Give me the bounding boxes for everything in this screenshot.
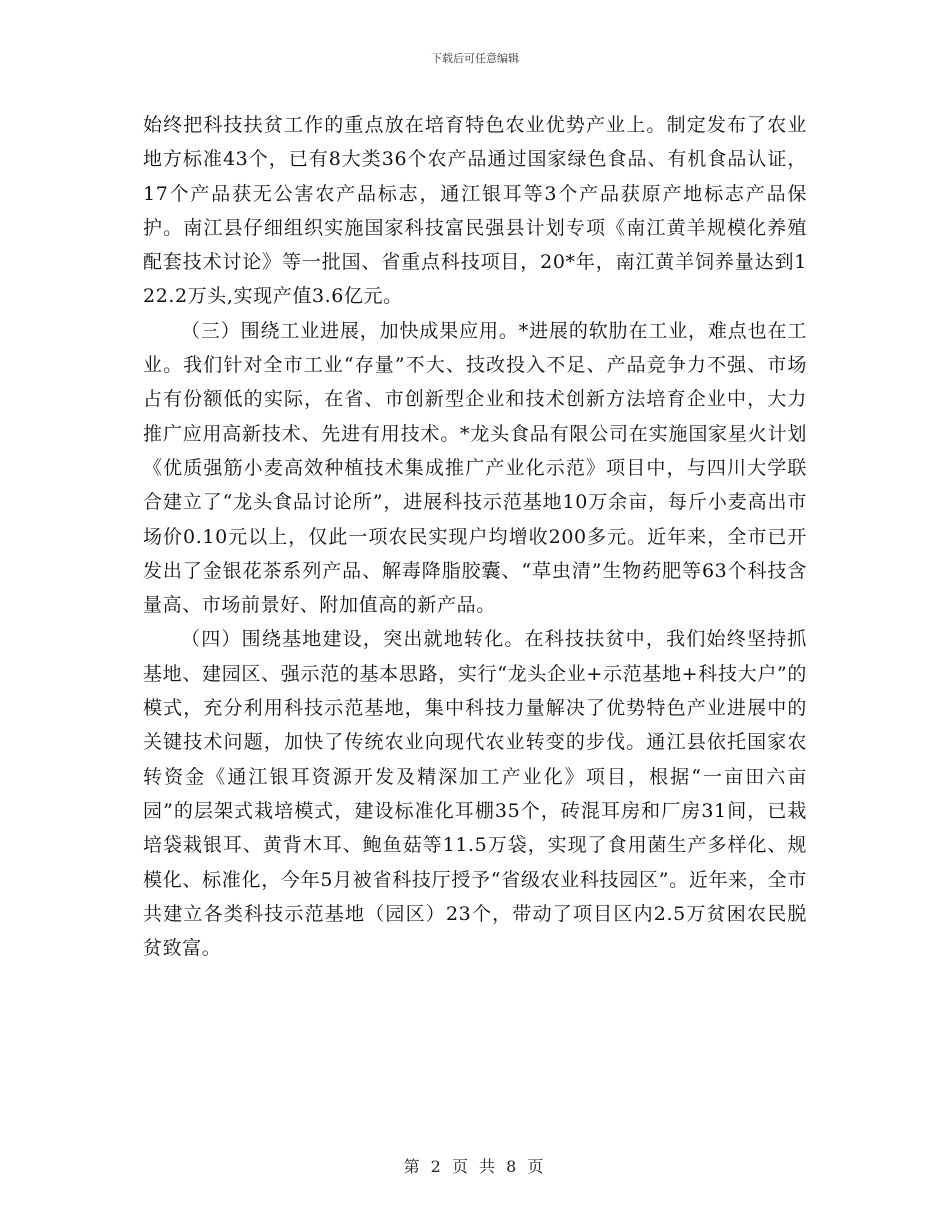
paragraph-base-construction: （四）围绕基地建设，突出就地转化。在科技扶贫中，我们始终坚持抓基地、建园区、强示范的基本思路，实行“龙头企业+示范基地+科技大户”的模式，充分利用科技示范基地，集中科技力量解决了优势特色产业进展中的关键技术问题，加快了传统农业向现代农业转变的步伐。通江县依托国家农转资金《通江银耳资源开发及精深加工产业化》项目，根据“一亩田六亩园”的层架式栽培模式，建设标准化耳棚35个，砖混耳房和厂房31间，已栽培袋栽银耳、黄背木耳、鲍鱼菇等11.5万袋，实现了食用菌生产多样化、规模化、标准化，今年5月被省科技厅授予“省级农业科技园区”。近年来，全市共建立各类科技示范基地（园区）23个，带动了项目区内2.5万贫困农民脱贫致富。 [143, 628, 807, 960]
page-header-note: 下载后可任意编辑 [431, 52, 519, 65]
page-number-footer: 第 2 页 共 8 页 [403, 1157, 547, 1176]
document-body [143, 108, 807, 965]
paragraph-industry: （三）围绕工业进展，加快成果应用。*进展的软肋在工业，难点也在工业。我们针对全市工业“存量”不大、技改投入不足、产品竞争力不强、市场占有份额低的实际，在省、市创新型企业和技术创新方法培育企业中，大力推广应用高新技术、先进有用技术。*龙头食品有限公司在实施国家星火计划《优质强筋小麦高效种植技术集成推广产业化示范》项目中，与四川大学联合建立了“龙头食品讨论所”，进展科技示范基地10万余亩，每斤小麦高出市场价0.10元以上，仅此一项农民实现户均增收200多元。近年来，全市已开发出了金银花茶系列产品、解毒降脂胶囊、“草虫清”生物药肥等63个科技含量高、市场前景好、附加值高的新产品。 [143, 319, 807, 617]
paragraph-agriculture: 始终把科技扶贫工作的重点放在培育特色农业优势产业上。制定发布了农业地方标准43个，已有8大类36个农产品通过国家绿色食品、有机食品认证，17个产品获无公害农产品标志，通江银耳等3个产品获原产地标志产品保护。南江县仔细组织实施国家科技富民强县计划专项《南江黄羊规模化养殖配套技术讨论》等一批国、省重点科技项目，20*年，南江黄羊饲养量达到122.2万头,实现产值3.6亿元。 [143, 114, 807, 308]
